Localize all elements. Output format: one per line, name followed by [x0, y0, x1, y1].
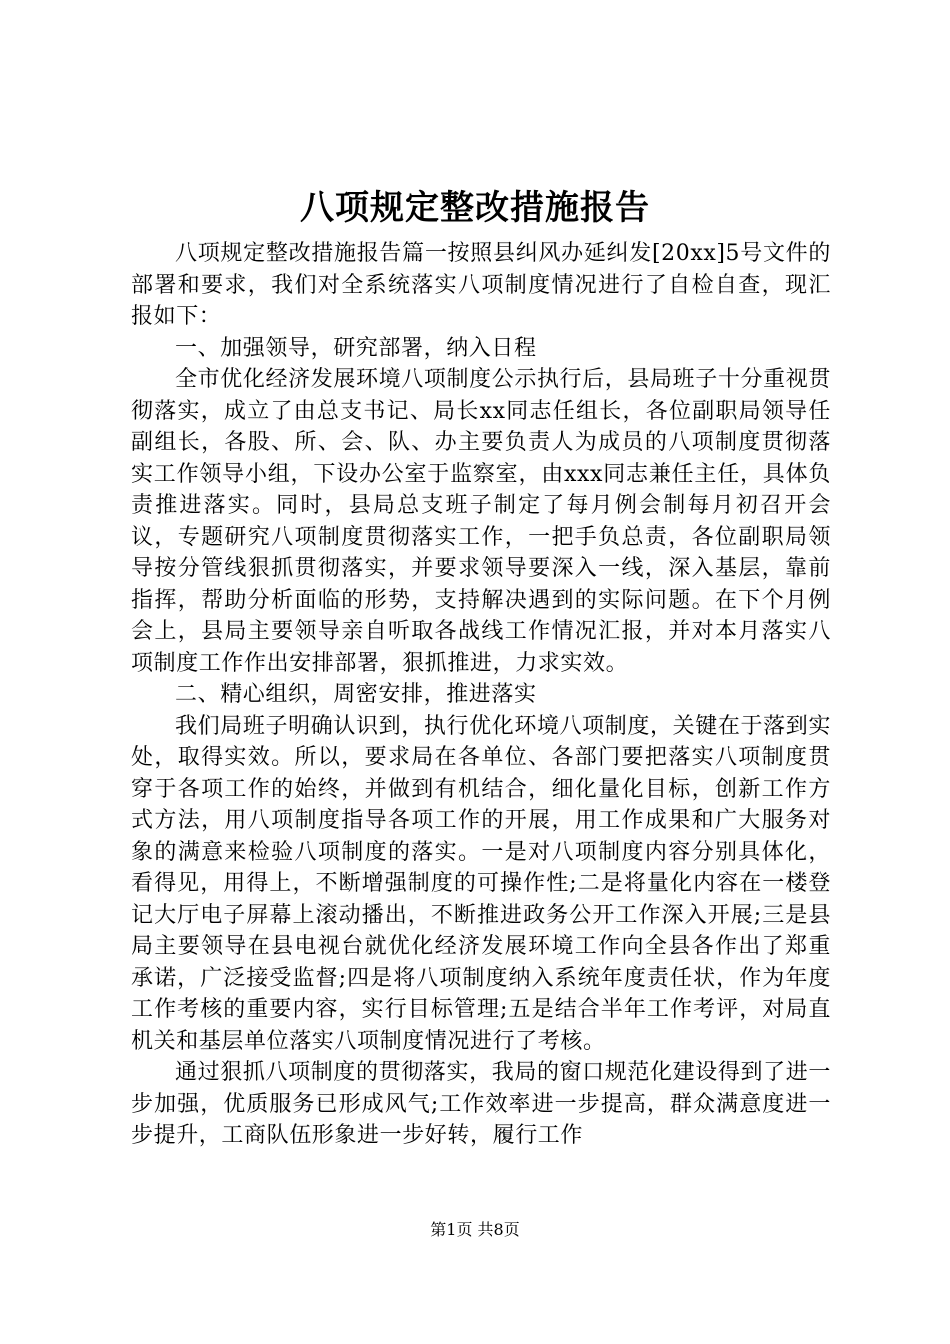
section-2-paragraph: 我们局班子明确认识到，执行优化环境八项制度，关键在于落到实处，取得实效。所以，要求局在各单位、各部门要把落实八项制度贯穿于各项工作的始终，并做到有机结合，细化量化目标，创新工作方式方法，用八项制度指导各项工作的开展，用工作成果和广大服务对象的满意来检验八项制度的落实。一是对八项制度内容分别具体化，看得见，用得上，不断增强制度的可操作性;二是将量化内容在一楼登记大厅电子屏幕上滚动播出，不断推进政务公开工作深入开展;三是县局主要领导在县电视台就优化经济发展环境工作向全县各作出了郑重承诺，广泛接受监督;四是将八项制度纳入系统年度责任状，作为年度工作考核的重要内容，实行目标管理;五是结合半年工作考评，对局直机关和基层单位落实八项制度情况进行了考核。: [131, 713, 831, 1054]
intro-paragraph: 八项规定整改措施报告篇一按照县纠风办延纠发[20xx]5号文件的部署和要求，我们对全系统落实八项制度情况进行了自检自查，现汇报如下：: [131, 241, 831, 329]
section-heading-1: 一、加强领导，研究部署，纳入日程: [175, 335, 537, 361]
document-body: [131, 238, 831, 1152]
section-1-paragraph: 全市优化经济发展环境八项制度公示执行后，县局班子十分重视贯彻落实，成立了由总支书记、局长xx同志任组长，各位副职局领导任副组长，各股、所、会、队、办主要负责人为成员的八项制度贯彻落实工作领导小组，下设办公室于监察室，由xxx同志兼任主任，具体负责推进落实。同时，县局总支班子制定了每月例会制每月初召开会议，专题研究八项制度贯彻落实工作，一把手负总责，各位副职局领导按分管线狠抓贯彻落实，并要求领导要深入一线，深入基层，靠前指挥，帮助分析面临的形势，支持解决遇到的实际问题。在下个月例会上，县局主要领导亲自听取各战线工作情况汇报，并对本月落实八项制度工作作出安排部署，狠抓推进，力求实效。: [131, 367, 831, 676]
section-heading-2: 二、精心组织，周密安排，推进落实: [175, 682, 537, 707]
results-paragraph: 通过狠抓八项制度的贯彻落实，我局的窗口规范化建设得到了进一步加强，优质服务已形成风气;工作效率进一步提高，群众满意度进一步提升，工商队伍形象进一步好转，履行工作: [131, 1060, 831, 1148]
page-number-footer: 第1页 共8页: [430, 1220, 520, 1239]
document-title: 八项规定整改措施报告: [300, 188, 650, 228]
